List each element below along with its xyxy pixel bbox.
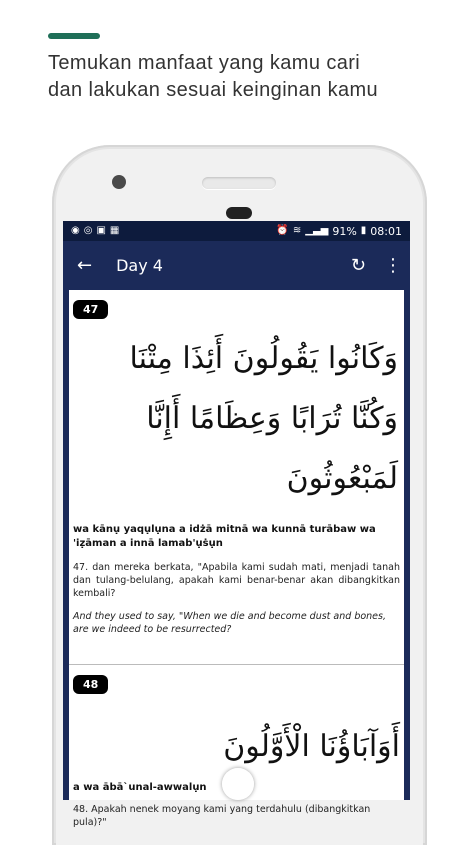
- accent-bar: [48, 33, 100, 39]
- arabic-text: وَكَانُوا يَقُولُونَ أَئِذَا مِتْنَا وَكُنَّا تُرَابًا وَعِظَامًا أَإِنَّا لَمَبْعُوثُونَ: [129, 341, 398, 496]
- content-area: [63, 290, 410, 828]
- verse-number-badge: 47: [73, 300, 108, 319]
- phone-screen: [63, 221, 410, 828]
- whatsapp-icon: ◎: [83, 225, 93, 236]
- status-bar: [63, 221, 410, 241]
- earpiece-speaker: [202, 177, 276, 189]
- promo-text: [48, 50, 428, 104]
- back-arrow-icon[interactable]: ←: [77, 255, 93, 276]
- alarm-icon: ⏰: [276, 225, 289, 236]
- status-right-icons: [276, 225, 402, 238]
- notification-icon: ▣: [96, 225, 106, 236]
- promo-line-1: Temukan manfaat yang kamu cari: [48, 52, 361, 74]
- translation-indonesian: 47. dan mereka berkata, "Apabila kami sudah mati, menjadi tanah dan tulang-belulang, apakah kami benar-benar akan dibangkitkan kembali?: [73, 562, 400, 599]
- verse-list[interactable]: [69, 290, 404, 828]
- translation-english: And they used to say, "When we die and become dust and bones, are we indeed to be resurrected?: [73, 611, 386, 635]
- front-camera: [112, 175, 126, 189]
- verse-number-badge: 48: [73, 675, 108, 694]
- proximity-sensor: [226, 207, 252, 219]
- page-title: Day 4: [116, 256, 163, 275]
- signal-icon: ▁▃▅: [305, 225, 329, 236]
- status-left-icons: [71, 226, 119, 236]
- verse-card: [69, 665, 404, 829]
- transliteration: wa kānụ yaqụlụna a idżā mitnā wa kunnā turābaw wa 'iẓāman a innā lamab'ụṡụn: [73, 524, 376, 549]
- battery-percent: 91%: [332, 224, 357, 238]
- home-button[interactable]: [222, 768, 254, 800]
- wifi-icon: ≋: [292, 225, 302, 236]
- arabic-text: أَوَآبَاؤُنَا الْأَوَّلُونَ: [223, 729, 400, 764]
- image-icon: ▦: [109, 225, 120, 236]
- app-bar: [63, 241, 410, 290]
- refresh-icon[interactable]: ↻: [350, 255, 366, 276]
- clock: 08:01: [370, 224, 402, 238]
- transliteration: a wa ābā`unal-awwalụn: [73, 782, 207, 793]
- promo-line-2: dan lakukan sesuai keinginan kamu: [48, 79, 379, 101]
- battery-icon: ▮: [360, 225, 367, 236]
- more-vert-icon[interactable]: ⋮: [384, 255, 402, 276]
- translation-indonesian: 48. Apakah nenek moyang kami yang terdahulu (dibangkitkan pula)?": [73, 804, 371, 828]
- telegram-icon: ◉: [71, 225, 80, 236]
- verse-card: [69, 290, 404, 665]
